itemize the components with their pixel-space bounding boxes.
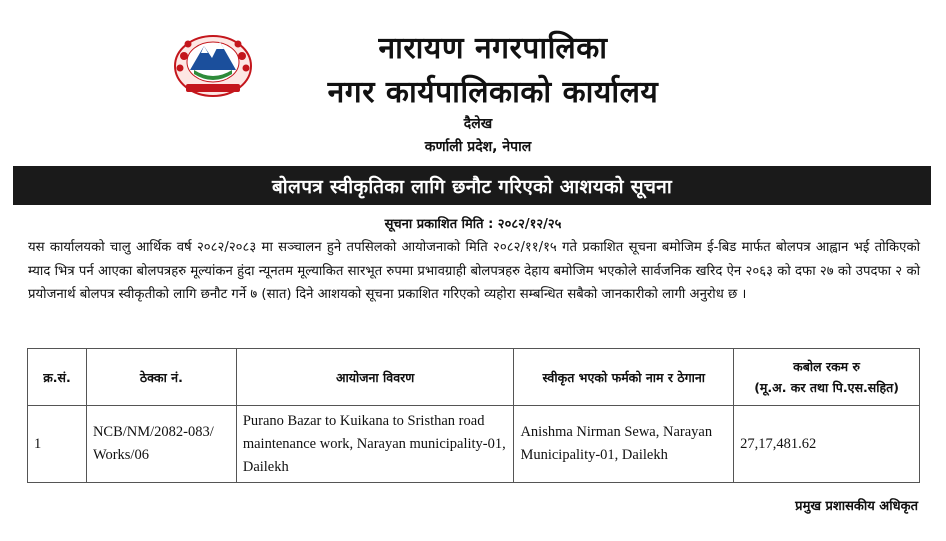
cell-firm: Anishma Nirman Sewa, Narayan Municipality-01, Dailekh: [514, 406, 734, 483]
award-table: [27, 348, 920, 483]
municipality-name: नारायण नगरपालिका: [378, 31, 608, 66]
notice-title-banner: बोलपत्र स्वीकृतिका लागि छनौट गरिएको आशयको सूचना: [13, 166, 931, 205]
table-header-row: [28, 349, 920, 406]
letterhead: [0, 0, 946, 165]
amount-header-line2: (मू.अ. कर तथा पि.एस.सहित): [754, 380, 899, 395]
published-date: सूचना प्रकाशित मिति : २०८२/१२/२५: [384, 217, 562, 232]
column-header-firm: स्वीकृत भएको फर्मको नाम र ठेगाना: [514, 349, 734, 406]
column-header-project: आयोजना विवरण: [236, 349, 514, 406]
table-row: [28, 406, 920, 483]
cell-amount: 27,17,481.62: [734, 406, 920, 483]
province-name: कर्णाली प्रदेश, नेपाल: [424, 139, 532, 155]
cell-contract-no: NCB/NM/2082-083/ Works/06: [86, 406, 236, 483]
column-header-contract-no: ठेक्का नं.: [86, 349, 236, 406]
district-name: दैलेख: [463, 116, 493, 132]
notice-body: यस कार्यालयको चालु आर्थिक वर्ष २०८२/२०८३ मा सञ्चालन हुने तपसिलको आयोजनाको मिति २०८२/११/१५ गते प्रकाशित सूचना बमोजिम ई-बिड मार्फत बोलपत्र आह्वान भई तोकिएको म्याद भित्र पर्न आएका बोलपत्रहरु मूल्यांकन हुंदा न्यूनतम मूल्याकित सारभूत रुपमा प्रभावग्राही बोलपत्रहरु देहाय बमोजिम भएकोले सार्वजनिक खरिद ऐन २०६३ को दफा २७ को उपदफा २ को प्रयोजनार्थ बोलपत्र स्वीकृतीको लागि छनौट गर्ने ७ (सात) दिने आशयको सूचना प्रकाशित गरिएको व्यहोरा सम्बन्धित सबैको जानकारीको लागी अनुरोध छ ।: [28, 240, 920, 302]
signatory-title: प्रमुख प्रशासकीय अधिकृत: [795, 499, 918, 514]
office-name: नगर कार्यपालिकाको कार्यालय: [327, 75, 659, 110]
column-header-sn: क्र.सं.: [28, 349, 87, 406]
cell-sn: 1: [28, 406, 87, 483]
column-header-amount: [734, 349, 920, 406]
amount-header-line1: कबोल रकम रु: [793, 359, 860, 374]
cell-project: Purano Bazar to Kuikana to Sristhan road maintenance work, Narayan municipality-01, Dailekh: [236, 406, 514, 483]
